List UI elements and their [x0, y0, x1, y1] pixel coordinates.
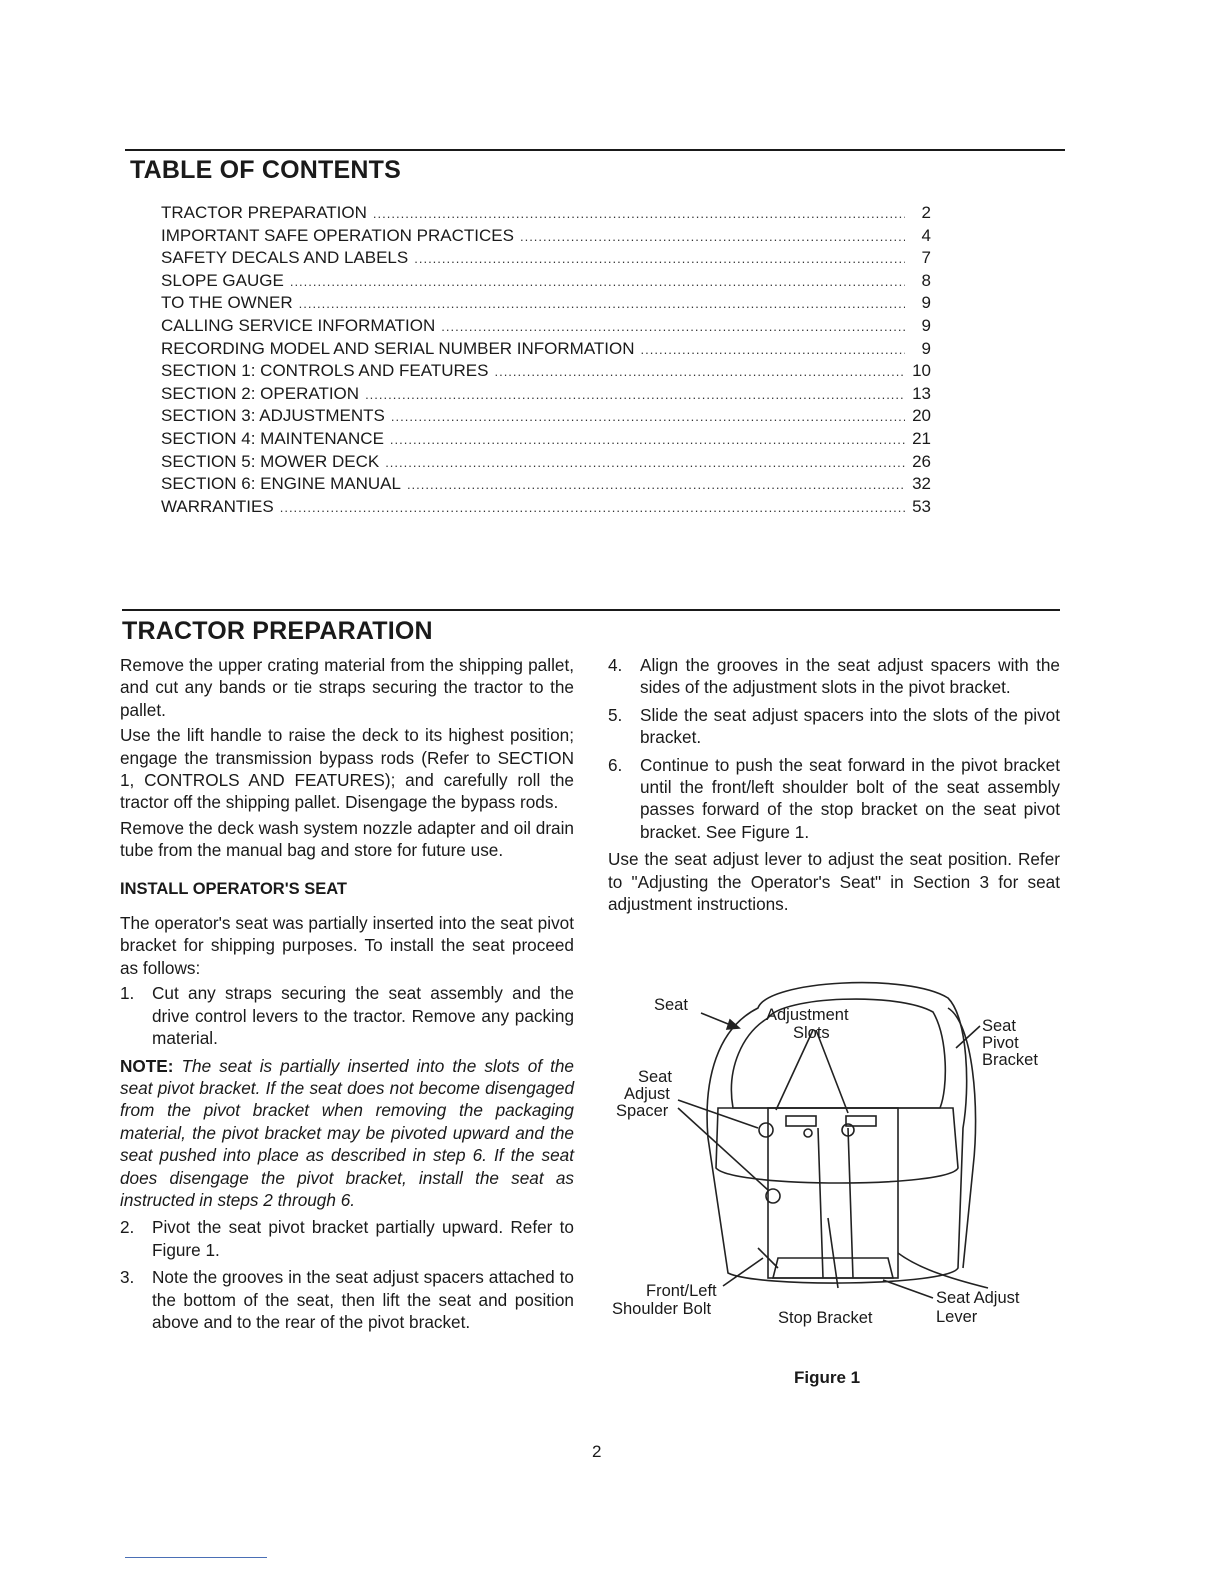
label-adjustment-slots-line1: Adjustment: [766, 1006, 849, 1024]
toc-leader-dots: [520, 226, 905, 249]
label-seat-pivot-bracket-line1: Seat: [982, 1017, 1016, 1035]
toc-entry-label: TRACTOR PREPARATION: [161, 203, 367, 222]
left-column: [120, 654, 574, 1338]
label-seat-pivot-bracket-line2: Pivot: [982, 1034, 1019, 1052]
toc-entry: [161, 292, 931, 315]
toc-entry-label: SAFETY DECALS AND LABELS: [161, 248, 409, 268]
label-seat-pivot-bracket-line3: Bracket: [982, 1051, 1038, 1069]
bottom-link-line: [125, 1557, 267, 1558]
label-seat-adjust-lever-line1: Seat Adjust: [936, 1289, 1020, 1307]
toc-leader-dots: [390, 429, 905, 452]
leader-front-left-shoulder-bolt: [723, 1258, 763, 1286]
toc-leader-dots: [414, 248, 905, 271]
toc-leader-dots: [441, 316, 905, 339]
label-seat-adjust-spacer-line3: Spacer: [616, 1102, 669, 1120]
leader-adjustment-slots-left: [776, 1030, 813, 1110]
toc-entry-page: 4: [921, 225, 931, 245]
toc-entry-label: TO THE OWNER: [161, 293, 293, 313]
step-text: Pivot the seat pivot bracket partially upward. Refer to Figure 1.: [152, 1217, 574, 1260]
figure-caption: Figure 1: [794, 1368, 861, 1387]
prep-paragraph-2: Use the lift handle to raise the deck to its highest position; engage the transmission bypass rods (Refer to SECTION 1, CONTROLS AND FEATURES); and carefully roll the tractor off the shipping pallet. Disengage the bypass rods.: [120, 725, 574, 813]
seat-adjust-spacer-1: [759, 1123, 773, 1137]
toc-title: TABLE OF CONTENTS: [130, 156, 401, 184]
toc-entry: [161, 225, 931, 248]
step-3: [120, 1266, 574, 1333]
seat-side-right: [948, 1008, 976, 1268]
toc-leader-dots: [494, 361, 905, 384]
step-number: 4.: [608, 655, 623, 675]
step-1: [120, 982, 574, 1049]
toc-entry: [161, 315, 931, 338]
toc-entry-label: SECTION 4: MAINTENANCE: [161, 428, 384, 448]
seat-cushion: [716, 1108, 958, 1183]
prep-paragraph-3: Remove the deck wash system nozzle adapter and oil drain tube from the manual bag and store for future use.: [120, 817, 574, 861]
toc-entry-page: 20: [912, 406, 931, 426]
toc-entry-page: 7: [921, 248, 931, 268]
toc-entry-label: SECTION 6: ENGINE MANUAL: [161, 474, 401, 494]
install-seat-heading: INSTALL OPERATOR'S SEAT: [120, 879, 347, 898]
seat-back-outline: [707, 983, 967, 1283]
bolt-2: [804, 1129, 812, 1137]
toc-leader-dots: [641, 339, 905, 362]
toc-leader-dots: [407, 474, 905, 497]
toc-entry-label: CALLING SERVICE INFORMATION: [161, 315, 436, 335]
step-text: Slide the seat adjust spacers into the slots of the pivot bracket.: [640, 704, 1060, 748]
toc-entry-page: 10: [912, 361, 931, 381]
toc-leader-dots: [373, 203, 905, 226]
step-number: 6.: [608, 754, 623, 775]
toc-entry: [161, 496, 931, 519]
step-text: Continue to push the seat forward in the pivot bracket until the front/left shoulder bolt of the seat assembly passes forward of the stop bracket on the seat pivot bracket. See Figure 1.: [640, 754, 1060, 842]
note-label: NOTE:: [120, 1055, 174, 1076]
seat-adjust-lever: [898, 1253, 988, 1288]
toc-entry-page: 13: [912, 383, 931, 403]
toc-entry-label: SECTION 3: ADJUSTMENTS: [161, 406, 385, 426]
step-5: [608, 704, 1060, 749]
label-stop-bracket: Stop Bracket: [778, 1309, 873, 1327]
prep-title: TRACTOR PREPARATION: [122, 617, 433, 645]
page-number: 2: [592, 1442, 602, 1461]
step-6: [608, 754, 1060, 844]
toc-entry-page: 2: [921, 203, 931, 222]
prep-paragraph-1: Remove the upper crating material from the shipping pallet, and cut any bands or tie straps securing the tractor to the pallet.: [120, 655, 574, 720]
note-text: The seat is partially inserted into the slots of the seat pivot bracket. If the seat does not become disengaged from the pivot bracket when removing the packaging material, the pivot bracket may be pivoted upward and the seat pushed into place as described in step 6. If the seat does disengage the pivot bracket, install the seat as instructed in steps 2 through 6.: [120, 1055, 574, 1210]
toc-entry: [161, 405, 931, 428]
toc-leader-dots: [290, 271, 905, 294]
toc-entry-page: 21: [912, 428, 931, 448]
leader-adjustment-slots-right: [816, 1030, 848, 1113]
label-front-left-shoulder-bolt-line2: Shoulder Bolt: [612, 1300, 712, 1318]
adjustment-slot-left: [786, 1116, 816, 1126]
toc-entry: [161, 202, 931, 225]
step-text: Note the grooves in the seat adjust spacers attached to the bottom of the seat, then lift the seat and position above and to the rear of the pivot bracket.: [152, 1267, 574, 1332]
label-adjustment-slots-line2: Slots: [793, 1024, 830, 1042]
toc-entry-page: 26: [912, 451, 931, 471]
closing-paragraph: Use the seat adjust lever to adjust the seat position. Refer to "Adjusting the Operator's Seat" in Section 3 for seat adjustment instructions.: [608, 849, 1060, 915]
label-seat: Seat: [654, 996, 688, 1014]
note: [120, 1055, 574, 1212]
toc-entry-page: 53: [912, 496, 931, 516]
toc-entry: [161, 473, 931, 496]
arrow-seat: [727, 1020, 739, 1029]
right-column: [608, 654, 1060, 918]
label-front-left-shoulder-bolt-line1: Front/Left: [646, 1282, 717, 1300]
toc-leader-dots: [385, 452, 905, 475]
step-2: [120, 1216, 574, 1261]
toc-leader-dots: [299, 293, 905, 316]
label-seat-adjust-spacer-line2: Adjust: [624, 1085, 670, 1103]
toc-entry-label: SLOPE GAUGE: [161, 270, 284, 290]
toc-entry-label: WARRANTIES: [161, 496, 274, 516]
seat-assembly-figure: [608, 968, 1058, 1358]
toc-leader-dots: [391, 406, 905, 429]
toc-list: [161, 202, 931, 518]
toc-entry-page: 9: [921, 293, 931, 313]
step-4: [608, 654, 1060, 699]
stop-bracket: [773, 1258, 893, 1278]
leader-seat-adjust-spacer-2: [678, 1108, 768, 1190]
toc-entry-page: 32: [912, 474, 931, 494]
install-intro: The operator's seat was partially inserted into the seat pivot bracket for shipping purposes. To install the seat proceed as follows:: [120, 913, 574, 978]
toc-entry-label: SECTION 2: OPERATION: [161, 383, 360, 403]
prep-top-rule: [122, 609, 1060, 611]
toc-leader-dots: [280, 497, 905, 520]
toc-entry-label: RECORDING MODEL AND SERIAL NUMBER INFORMATION: [161, 338, 635, 358]
step-number: 3.: [120, 1267, 135, 1288]
pivot-bracket-arm: [818, 1128, 853, 1278]
step-text: Align the grooves in the seat adjust spacers with the sides of the adjustment slots in the pivot bracket.: [640, 655, 1060, 698]
step-text: Cut any straps securing the seat assembly and the drive control levers to the tractor. Remove any packing material.: [152, 983, 574, 1049]
step-number: 1.: [120, 983, 135, 1004]
toc-leader-dots: [365, 384, 905, 407]
step-number: 2.: [120, 1217, 135, 1238]
toc-entry-label: IMPORTANT SAFE OPERATION PRACTICES: [161, 225, 514, 245]
toc-entry-label: SECTION 5: MOWER DECK: [161, 451, 380, 471]
toc-entry: [161, 428, 931, 451]
step-number: 5.: [608, 704, 623, 725]
label-seat-adjust-lever-line2: Lever: [936, 1308, 978, 1326]
label-seat-adjust-spacer-line1: Seat: [638, 1068, 672, 1086]
toc-entry: [161, 338, 931, 361]
toc-entry: [161, 451, 931, 474]
toc-top-rule: [125, 149, 1065, 151]
toc-entry: [161, 383, 931, 406]
toc-entry-page: 8: [921, 270, 931, 290]
toc-entry: [161, 270, 931, 293]
toc-entry-label: SECTION 1: CONTROLS AND FEATURES: [161, 361, 489, 381]
leader-seat-adjust-lever: [883, 1280, 933, 1298]
toc-entry-page: 9: [921, 315, 931, 335]
toc-entry: [161, 247, 931, 270]
toc-entry-page: 9: [921, 338, 931, 358]
toc-entry: [161, 360, 931, 383]
